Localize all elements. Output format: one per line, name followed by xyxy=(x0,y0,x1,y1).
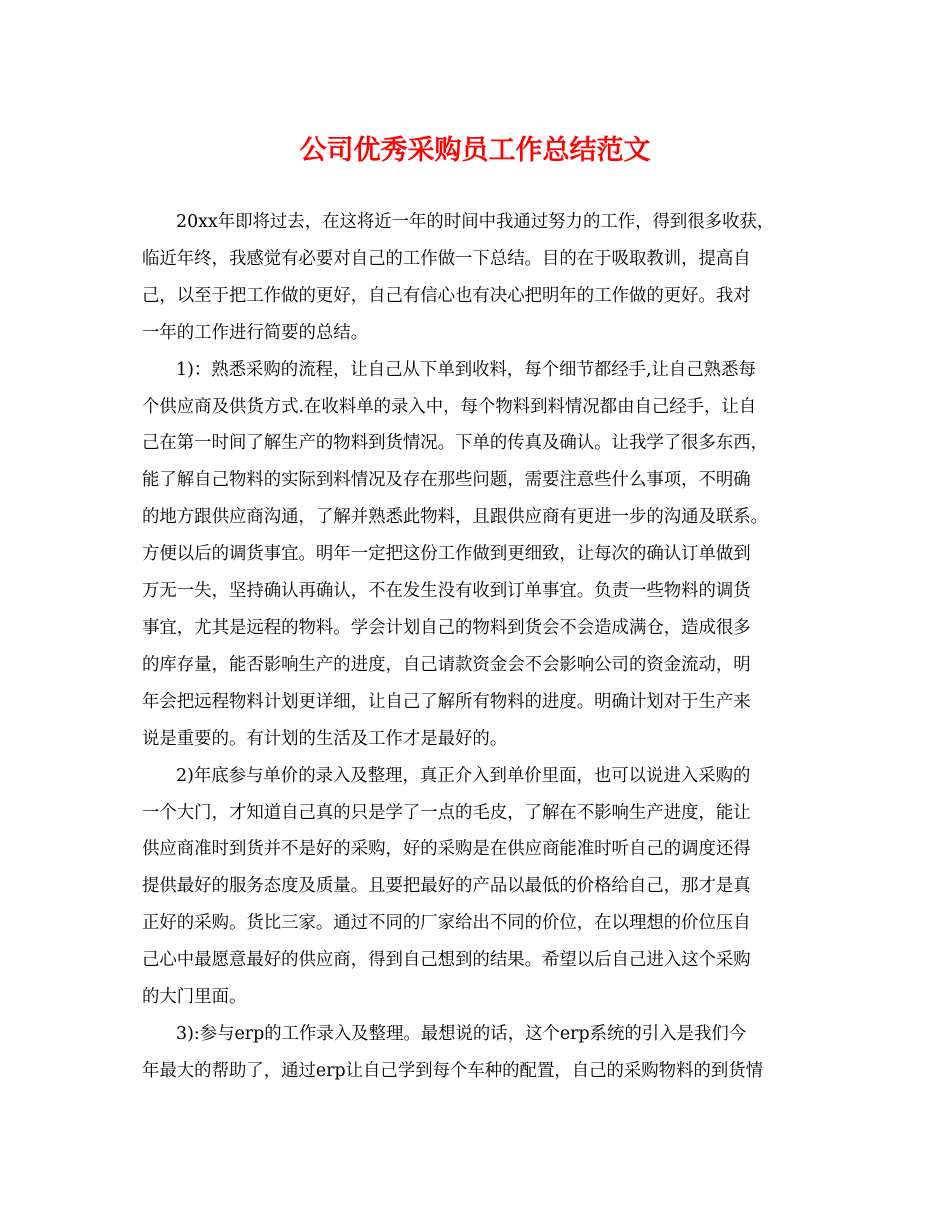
paragraph-point-3 xyxy=(142,1016,810,1090)
text-line: 1)：熟悉采购的流程，让自己从下单到收料，每个细节都经手,让自己熟悉每 xyxy=(176,359,756,380)
text-line: 年最大的帮助了，通过erp让自己学到每个车种的配置，自己的采购物料的到货情 xyxy=(142,1060,764,1081)
text-line: 个供应商及供货方式.在收料单的录入中，每个物料到料情况都由自己经手，让自 xyxy=(142,396,757,417)
text-line: 2)年底参与单价的录入及整理，真正介入到单价里面，也可以说进入采购的 xyxy=(176,765,751,786)
text-line: 能了解自己物料的实际到料情况及存在那些问题，需要注意些什么事项，不明确 xyxy=(142,470,751,491)
text-line: 说是重要的。有计划的生活及工作才是最好的。 xyxy=(142,728,508,749)
text-line: 己在第一时间了解生产的物料到货情况。下单的传真及确认。让我学了很多东西， xyxy=(142,433,769,454)
text-line: 事宜，尤其是远程的物料。学会计划自己的物料到货会不会造成满仓，造成很多 xyxy=(142,617,751,638)
paragraph-intro xyxy=(142,204,810,352)
text-line: 供应商准时到货并不是好的采购，好的采购是在供应商能准时听自己的调度还得 xyxy=(142,839,751,860)
text-line: 的地方跟供应商沟通，了解并熟悉此物料，且跟供应商有更进一步的沟通及联系。 xyxy=(142,507,769,528)
text-line: 的库存量，能否影响生产的进度，自己请款资金会不会影响公司的资金流动，明 xyxy=(142,654,751,675)
text-line: 3):参与erp的工作录入及整理。最想说的话，这个erp系统的引入是我们今 xyxy=(176,1023,747,1044)
text-line: 一个大门，才知道自己真的只是学了一点的毛皮，了解在不影响生产进度，能让 xyxy=(142,802,751,823)
text-line: 一年的工作进行简要的总结。 xyxy=(142,322,369,343)
text-line: 临近年终，我感觉有必要对自己的工作做一下总结。目的在于吸取教训，提高自 xyxy=(142,248,751,269)
document-body xyxy=(142,204,810,1090)
text-line: 己，以至于把工作做的更好，自己有信心也有决心把明年的工作做的更好。我对 xyxy=(142,285,751,306)
text-line: 万无一失，坚持确认再确认，不在发生没有收到订单事宜。负责一些物料的调货 xyxy=(142,581,751,602)
document-title: 公司优秀采购员工作总结范文 xyxy=(299,135,651,166)
paragraph-point-2 xyxy=(142,758,810,1016)
paragraph-point-1 xyxy=(142,352,810,758)
text-line: 提供最好的服务态度及质量。且要把最好的产品以最低的价格给自己，那才是真 xyxy=(142,876,751,897)
text-line: 年会把远程物料计划更详细，让自己了解所有物料的进度。明确计划对于生产来 xyxy=(142,691,751,712)
text-line: 己心中最愿意最好的供应商，得到自己想到的结果。希望以后自己进入这个采购 xyxy=(142,950,751,971)
text-line: 20xx年即将过去，在这将近一年的时间中我通过努力的工作，得到很多收获， xyxy=(176,212,775,232)
text-line: 的大门里面。 xyxy=(142,987,247,1008)
text-line: 方便以后的调货事宜。明年一定把这份工作做到更细致，让每次的确认订单做到 xyxy=(142,544,751,565)
text-line: 正好的采购。货比三家。通过不同的厂家给出不同的价位，在以理想的价位压自 xyxy=(142,913,751,934)
